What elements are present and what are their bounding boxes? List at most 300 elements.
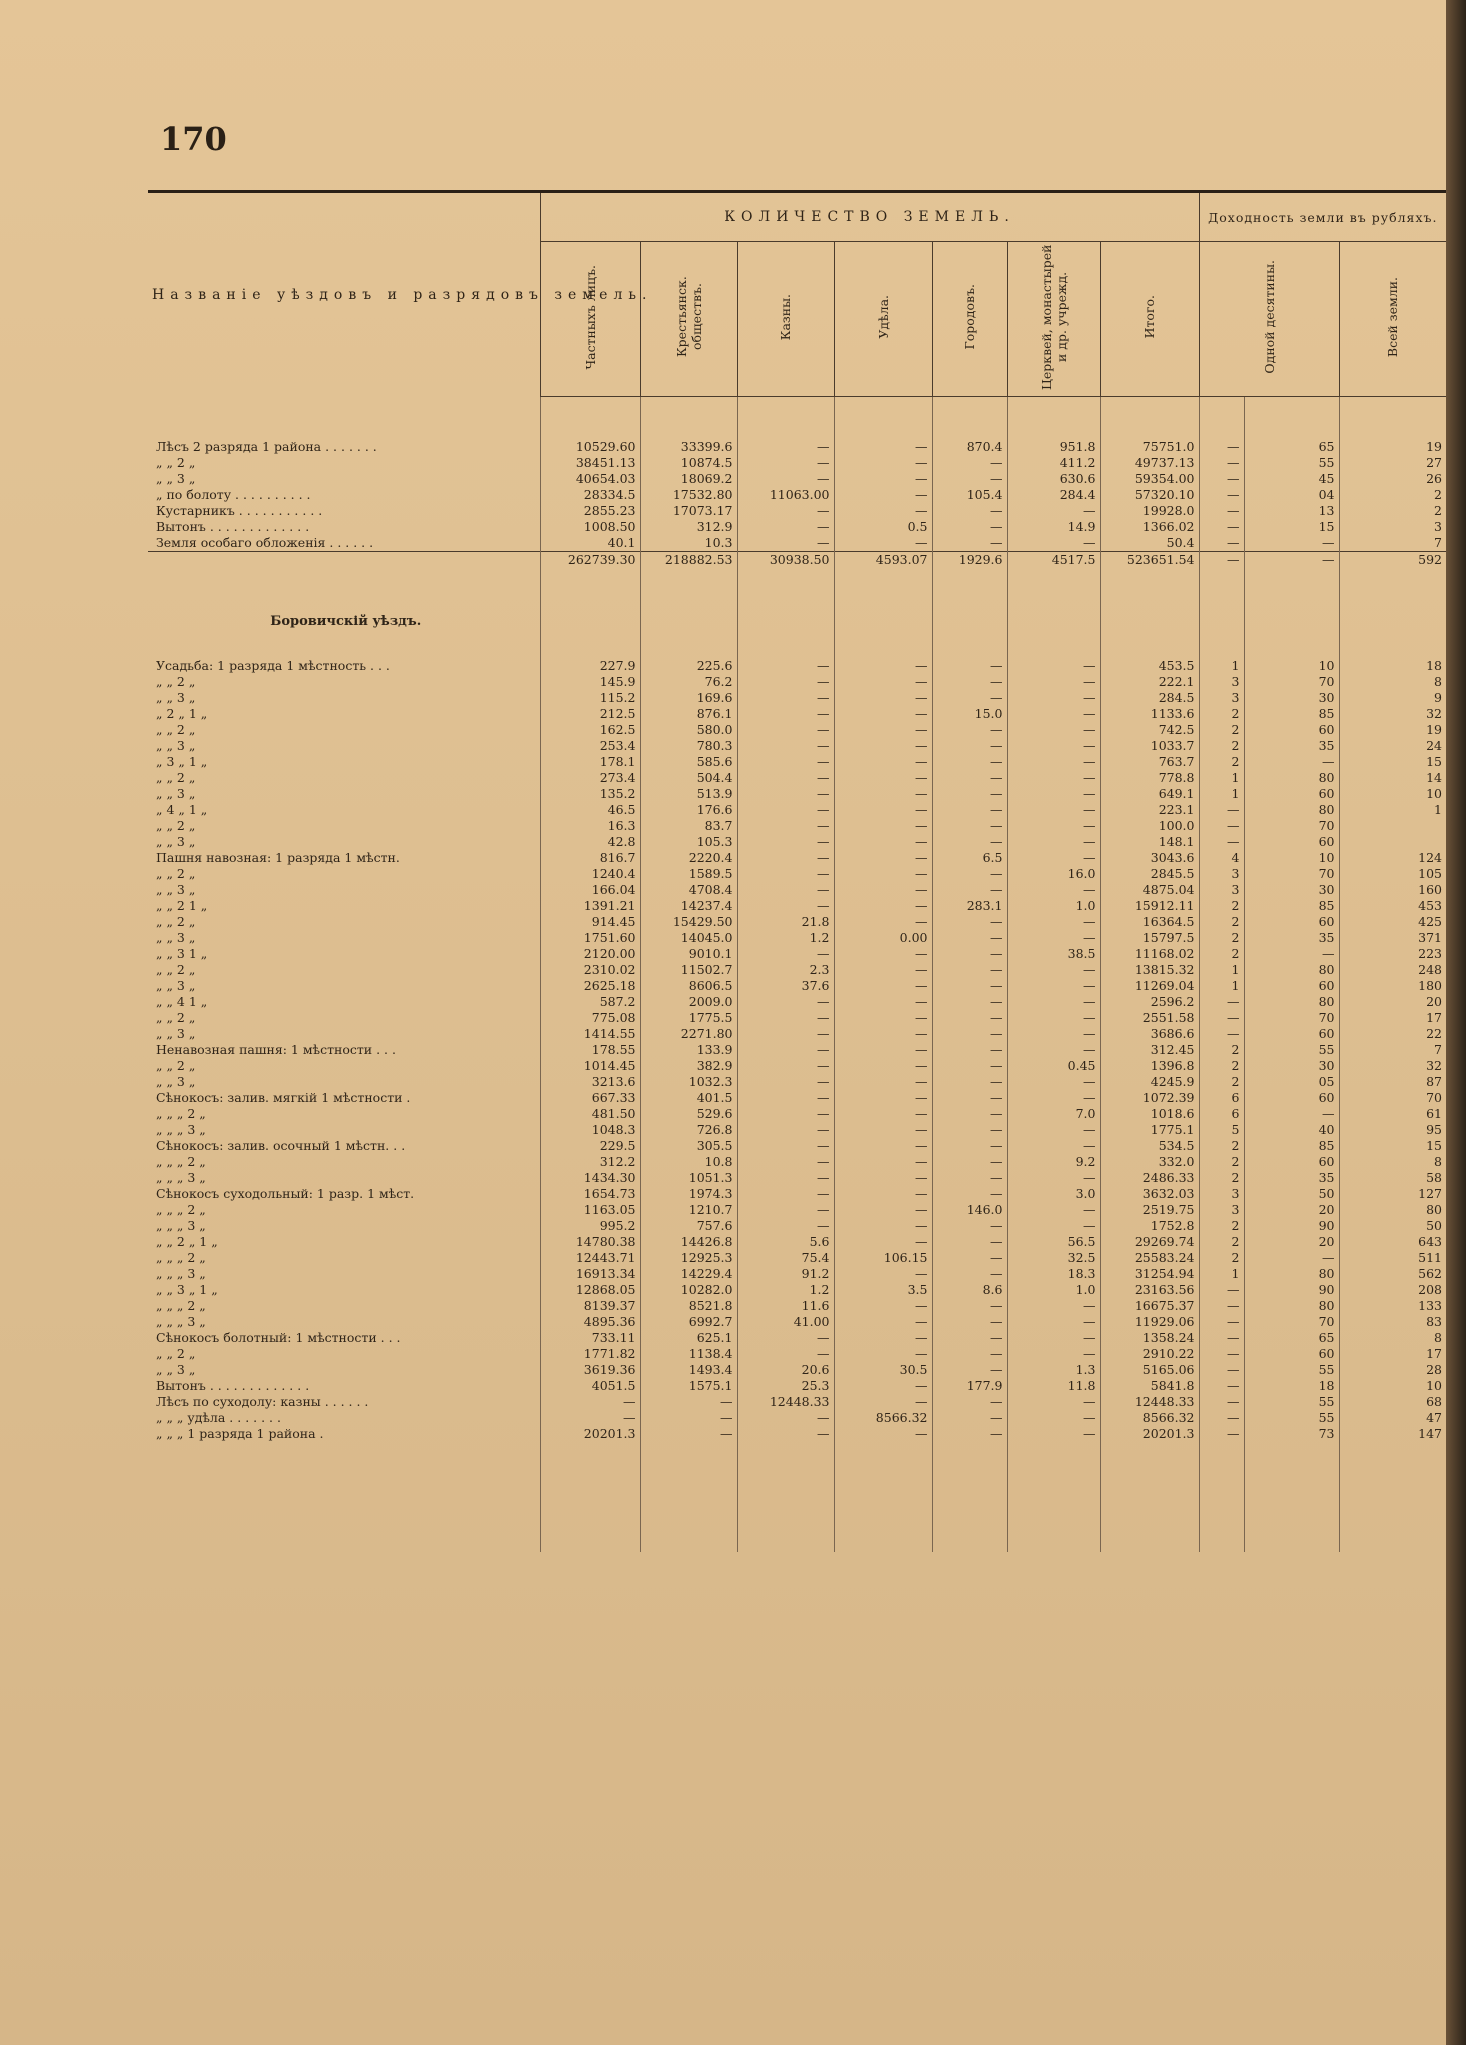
- table-cell: 75.4: [737, 1250, 834, 1266]
- table-cell: —: [932, 1250, 1007, 1266]
- table-cell: —: [737, 1186, 834, 1202]
- table-cell: 1.3: [1007, 1362, 1100, 1378]
- table-cell: —: [834, 834, 932, 850]
- row-label: „ „ 3 „: [156, 738, 196, 753]
- table-cell: 2271.80: [640, 1026, 737, 1042]
- table-cell: 49737.13: [1100, 455, 1199, 471]
- table-cell: 7.0: [1007, 1106, 1100, 1122]
- table-cell: —: [932, 722, 1007, 738]
- table-cell: 15: [1244, 519, 1339, 535]
- table-cell: —: [1199, 1346, 1244, 1362]
- table-row: [148, 1218, 1446, 1234]
- table-cell: 1: [1199, 786, 1244, 802]
- table-cell: 1414.55: [540, 1026, 640, 1042]
- table-cell: 625.1: [640, 1330, 737, 1346]
- table-cell: 14237.4: [640, 898, 737, 914]
- table-cell: 15: [1339, 754, 1446, 770]
- table-cell: —: [1007, 1026, 1100, 1042]
- table-cell: —: [834, 535, 932, 552]
- table-cell: —: [640, 1394, 737, 1410]
- table-cell: 3.5: [834, 1282, 932, 1298]
- table-cell: [640, 642, 737, 658]
- table-cell: —: [1007, 914, 1100, 930]
- table-cell: [1199, 568, 1244, 642]
- table-cell: —: [737, 690, 834, 706]
- table-cell: —: [1199, 1378, 1244, 1394]
- table-cell: 630.6: [1007, 471, 1100, 487]
- table-cell: 124: [1339, 850, 1446, 866]
- table-cell: 8606.5: [640, 978, 737, 994]
- row-label: Пашня навозная: 1 разряда 1 мѣстн.: [156, 850, 400, 865]
- table-cell: 3: [1199, 1186, 1244, 1202]
- table-cell: 1: [1339, 802, 1446, 818]
- table-cell: 58: [1339, 1170, 1446, 1186]
- table-cell: —: [1007, 882, 1100, 898]
- table-cell: —: [1199, 1298, 1244, 1314]
- table-cell: 284.5: [1100, 690, 1199, 706]
- col-private-header: Частныхъ лицъ.: [540, 242, 640, 397]
- table-cell: —: [1199, 1394, 1244, 1410]
- table-cell: —: [834, 455, 932, 471]
- table-cell: 15797.5: [1100, 930, 1199, 946]
- table-cell: 17073.17: [640, 503, 737, 519]
- table-cell: 332.0: [1100, 1154, 1199, 1170]
- table-cell: 253.4: [540, 738, 640, 754]
- table-cell: 50: [1244, 1186, 1339, 1202]
- table-cell: —: [737, 818, 834, 834]
- table-cell: —: [834, 658, 932, 674]
- table-cell: —: [737, 1426, 834, 1442]
- table-cell: [540, 568, 640, 642]
- table-cell: —: [932, 1394, 1007, 1410]
- table-cell: 504.4: [640, 770, 737, 786]
- table-cell: 11168.02: [1100, 946, 1199, 962]
- table-cell: 1366.02: [1100, 519, 1199, 535]
- row-label: „ „ „ 3 „: [156, 1122, 206, 1137]
- table-cell: —: [737, 786, 834, 802]
- table-cell: —: [1007, 706, 1100, 722]
- table-cell: 80: [1244, 802, 1339, 818]
- table-cell: —: [1199, 487, 1244, 503]
- table-cell: 31254.94: [1100, 1266, 1199, 1282]
- table-cell: 1210.7: [640, 1202, 737, 1218]
- table-cell: 780.3: [640, 738, 737, 754]
- row-label: „ „ 3 „: [156, 786, 196, 801]
- table-row: [148, 818, 1446, 834]
- table-cell: 15.0: [932, 706, 1007, 722]
- table-row: [148, 882, 1446, 898]
- row-label: „ „ „ 3 „: [156, 1170, 206, 1185]
- table-cell: —: [737, 1090, 834, 1106]
- table-cell: —: [737, 1154, 834, 1170]
- table-cell: 2: [1199, 914, 1244, 930]
- table-cell: —: [1007, 1298, 1100, 1314]
- table-row: [148, 642, 1446, 658]
- page-edge-shadow: [1446, 0, 1466, 2045]
- table-cell: 8.6: [932, 1282, 1007, 1298]
- table-cell: 176.6: [640, 802, 737, 818]
- table-cell: 20201.3: [1100, 1426, 1199, 1442]
- table-cell: —: [932, 866, 1007, 882]
- table-cell: 180: [1339, 978, 1446, 994]
- table-row: [148, 754, 1446, 770]
- table-cell: 6.5: [932, 850, 1007, 866]
- table-cell: 65: [1244, 439, 1339, 455]
- table-cell: 3: [1199, 690, 1244, 706]
- row-label: „ „ „ удѣла . . . . . . .: [156, 1410, 281, 1425]
- col-towns-header: Городовъ.: [932, 242, 1007, 397]
- table-cell: —: [737, 1026, 834, 1042]
- table-cell: —: [737, 1074, 834, 1090]
- table-cell: 10874.5: [640, 455, 737, 471]
- table-cell: 995.2: [540, 1218, 640, 1234]
- table-cell: 35: [1244, 1170, 1339, 1186]
- table-cell: —: [932, 1314, 1007, 1330]
- table-cell: —: [1199, 1330, 1244, 1346]
- table-row: [148, 1314, 1446, 1330]
- table-cell: 19928.0: [1100, 503, 1199, 519]
- table-cell: 262739.30: [540, 552, 640, 569]
- table-cell: —: [834, 978, 932, 994]
- table-cell: 60: [1244, 914, 1339, 930]
- table-cell: 2: [1199, 1074, 1244, 1090]
- table-cell: 1654.73: [540, 1186, 640, 1202]
- table-cell: —: [932, 1154, 1007, 1170]
- table-cell: —: [932, 946, 1007, 962]
- table-cell: 8521.8: [640, 1298, 737, 1314]
- table-row: [148, 690, 1446, 706]
- table-cell: 2596.2: [1100, 994, 1199, 1010]
- table-cell: —: [1199, 802, 1244, 818]
- table-cell: 14: [1339, 770, 1446, 786]
- table-cell: 56.5: [1007, 1234, 1100, 1250]
- table-cell: —: [932, 978, 1007, 994]
- table-cell: 248: [1339, 962, 1446, 978]
- table-cell: —: [1007, 1410, 1100, 1426]
- table-cell: 9: [1339, 690, 1446, 706]
- table-cell: 4245.9: [1100, 1074, 1199, 1090]
- table-cell: 60: [1244, 978, 1339, 994]
- table-cell: 1051.3: [640, 1170, 737, 1186]
- table-cell: 05: [1244, 1074, 1339, 1090]
- table-cell: 876.1: [640, 706, 737, 722]
- table-row: [148, 1026, 1446, 1042]
- table-cell: —: [1007, 503, 1100, 519]
- row-label: „ „ 2 „: [156, 818, 196, 833]
- table-row: [148, 770, 1446, 786]
- table-cell: —: [834, 722, 932, 738]
- table-cell: 3632.03: [1100, 1186, 1199, 1202]
- table-cell: 169.6: [640, 690, 737, 706]
- table-cell: —: [1199, 455, 1244, 471]
- table-cell: 133.9: [640, 1042, 737, 1058]
- table-cell: 60: [1244, 834, 1339, 850]
- table-cell: 401.5: [640, 1090, 737, 1106]
- table-cell: 2845.5: [1100, 866, 1199, 882]
- table-cell: —: [737, 503, 834, 519]
- table-cell: —: [932, 1090, 1007, 1106]
- table-cell: 1589.5: [640, 866, 737, 882]
- row-label: „ „ 2 „: [156, 866, 196, 881]
- table-cell: [1244, 568, 1339, 642]
- table-cell: —: [834, 1266, 932, 1282]
- table-cell: 2310.02: [540, 962, 640, 978]
- table-cell: —: [1007, 834, 1100, 850]
- table-cell: 453: [1339, 898, 1446, 914]
- table-cell: [1339, 568, 1446, 642]
- table-cell: 425: [1339, 914, 1446, 930]
- table-cell: 147: [1339, 1426, 1446, 1442]
- table-cell: 4: [1199, 850, 1244, 866]
- table-row: [148, 962, 1446, 978]
- table-cell: 21.8: [737, 914, 834, 930]
- table-cell: 12925.3: [640, 1250, 737, 1266]
- table-cell: —: [1007, 674, 1100, 690]
- table-cell: 26: [1339, 471, 1446, 487]
- table-row: [148, 1058, 1446, 1074]
- table-cell: —: [834, 487, 932, 503]
- table-cell: 70: [1244, 1314, 1339, 1330]
- table-cell: 2551.58: [1100, 1010, 1199, 1026]
- table-cell: 14780.38: [540, 1234, 640, 1250]
- col-church-header: Церквей, монастырей и др. учрежд.: [1007, 242, 1100, 397]
- row-label: Сѣнокосъ суходольный: 1 разр. 1 мѣст.: [156, 1186, 415, 1201]
- table-cell: —: [737, 439, 834, 455]
- table-cell: 1929.6: [932, 552, 1007, 569]
- table-row: [148, 1138, 1446, 1154]
- table-cell: 11.6: [737, 1298, 834, 1314]
- table-cell: —: [1007, 1346, 1100, 1362]
- table-cell: 8566.32: [834, 1410, 932, 1426]
- table-cell: [1244, 1442, 1339, 1552]
- table-cell: 2625.18: [540, 978, 640, 994]
- table-cell: —: [932, 519, 1007, 535]
- table-cell: —: [737, 1202, 834, 1218]
- table-cell: 70: [1244, 866, 1339, 882]
- table-cell: 312.2: [540, 1154, 640, 1170]
- table-cell: 60: [1244, 786, 1339, 802]
- table-row: [148, 834, 1446, 850]
- table-cell: —: [834, 1106, 932, 1122]
- row-label: Лѣсъ по суходолу: казны . . . . . .: [156, 1394, 369, 1409]
- row-label: „ „ 2 „ 1 „: [156, 1234, 218, 1249]
- table-cell: 35: [1244, 930, 1339, 946]
- table-row: [148, 1186, 1446, 1202]
- table-cell: 47: [1339, 1410, 1446, 1426]
- table-cell: —: [737, 834, 834, 850]
- page-number: 170: [160, 120, 227, 158]
- table-cell: 2: [1199, 1250, 1244, 1266]
- table-cell: —: [932, 1234, 1007, 1250]
- table-cell: 32.5: [1007, 1250, 1100, 1266]
- table-cell: 19: [1339, 439, 1446, 455]
- table-cell: —: [834, 1346, 932, 1362]
- table-cell: 1396.8: [1100, 1058, 1199, 1074]
- table-cell: —: [932, 1346, 1007, 1362]
- table-cell: 60: [1244, 722, 1339, 738]
- table-cell: 1163.05: [540, 1202, 640, 1218]
- table-cell: 15: [1339, 1138, 1446, 1154]
- table-cell: 178.1: [540, 754, 640, 770]
- row-label: Сѣнокосъ болотный: 1 мѣстности . . .: [156, 1330, 401, 1345]
- table-cell: 17532.80: [640, 487, 737, 503]
- table-cell: —: [834, 1234, 932, 1250]
- table-cell: 1048.3: [540, 1122, 640, 1138]
- table-cell: —: [737, 850, 834, 866]
- table-cell: 57320.10: [1100, 487, 1199, 503]
- table-cell: 1358.24: [1100, 1330, 1199, 1346]
- name-column-header: Названіе уѣздовъ и разрядовъ земель.: [148, 192, 540, 397]
- table-cell: 10529.60: [540, 439, 640, 455]
- row-label: „ „ 2 „: [156, 962, 196, 977]
- table-row: [148, 471, 1446, 487]
- row-label: Усадьба: 1 разряда 1 мѣстность . . .: [156, 658, 390, 673]
- table-cell: —: [540, 1394, 640, 1410]
- table-cell: 2519.75: [1100, 1202, 1199, 1218]
- table-cell: —: [932, 1298, 1007, 1314]
- table-cell: 106.15: [834, 1250, 932, 1266]
- table-cell: [932, 1442, 1007, 1552]
- table-row: [148, 802, 1446, 818]
- row-label: „ „ 2 „: [156, 770, 196, 785]
- table-cell: 5841.8: [1100, 1378, 1199, 1394]
- table-cell: 38.5: [1007, 946, 1100, 962]
- table-cell: 7: [1339, 535, 1446, 552]
- table-cell: —: [1007, 786, 1100, 802]
- row-label: „ „ 2 1 „: [156, 898, 208, 913]
- table-cell: 55: [1244, 455, 1339, 471]
- table-cell: 312.45: [1100, 1042, 1199, 1058]
- table-cell: —: [1007, 1202, 1100, 1218]
- table-row: [148, 1074, 1446, 1090]
- table-cell: —: [932, 1106, 1007, 1122]
- table-cell: 1072.39: [1100, 1090, 1199, 1106]
- table-cell: —: [1007, 1426, 1100, 1442]
- table-cell: —: [834, 690, 932, 706]
- table-cell: —: [1199, 994, 1244, 1010]
- table-cell: 513.9: [640, 786, 737, 802]
- table-cell: [834, 642, 932, 658]
- table-cell: 20: [1339, 994, 1446, 1010]
- table-cell: 30: [1244, 1058, 1339, 1074]
- table-cell: 273.4: [540, 770, 640, 786]
- table-cell: 5.6: [737, 1234, 834, 1250]
- table-cell: 162.5: [540, 722, 640, 738]
- table-cell: 20: [1244, 1202, 1339, 1218]
- row-label: „ „ „ 2 „: [156, 1106, 206, 1121]
- table-cell: —: [932, 818, 1007, 834]
- table-cell: [1100, 1442, 1199, 1552]
- row-label: [148, 642, 540, 658]
- table-cell: 15912.11: [1100, 898, 1199, 914]
- col-peasant-header: Крестьянск. обществъ.: [640, 242, 737, 397]
- table-cell: 32: [1339, 706, 1446, 722]
- row-label: „ „ 2 „: [156, 914, 196, 929]
- table-cell: 11063.00: [737, 487, 834, 503]
- table-cell: 1: [1199, 658, 1244, 674]
- table-cell: 25.3: [737, 1378, 834, 1394]
- table-cell: 411.2: [1007, 455, 1100, 471]
- table-cell: —: [834, 1122, 932, 1138]
- table-cell: —: [834, 1074, 932, 1090]
- table-row: [148, 1154, 1446, 1170]
- table-row: [148, 1282, 1446, 1298]
- table-cell: 229.5: [540, 1138, 640, 1154]
- table-cell: 2486.33: [1100, 1170, 1199, 1186]
- table-cell: 10.3: [640, 535, 737, 552]
- table-cell: —: [1199, 818, 1244, 834]
- table-cell: —: [737, 1170, 834, 1186]
- table-row: [148, 519, 1446, 535]
- table-cell: —: [932, 1330, 1007, 1346]
- table-row: [148, 706, 1446, 722]
- table-row: [148, 1298, 1446, 1314]
- table-cell: 45: [1244, 471, 1339, 487]
- table-cell: —: [834, 471, 932, 487]
- table-row: [148, 850, 1446, 866]
- table-cell: —: [932, 1026, 1007, 1042]
- table-cell: —: [932, 1058, 1007, 1074]
- table-cell: 20.6: [737, 1362, 834, 1378]
- table-cell: —: [1007, 1170, 1100, 1186]
- table-cell: —: [737, 1122, 834, 1138]
- table-cell: 10: [1339, 786, 1446, 802]
- row-label: „ „ 3 „: [156, 1362, 196, 1377]
- table-cell: [1007, 1442, 1100, 1552]
- table-cell: —: [834, 1330, 932, 1346]
- table-cell: 3686.6: [1100, 1026, 1199, 1042]
- table-cell: 2.3: [737, 962, 834, 978]
- table-cell: [834, 1442, 932, 1552]
- table-cell: —: [932, 1426, 1007, 1442]
- table-cell: —: [737, 738, 834, 754]
- table-row: [148, 930, 1446, 946]
- table-cell: 2: [1199, 1058, 1244, 1074]
- table-cell: —: [932, 690, 1007, 706]
- table-cell: 23163.56: [1100, 1282, 1199, 1298]
- table-cell: —: [737, 866, 834, 882]
- table-cell: 12448.33: [1100, 1394, 1199, 1410]
- table-cell: 37.6: [737, 978, 834, 994]
- table-cell: —: [737, 674, 834, 690]
- table-cell: 28: [1339, 1362, 1446, 1378]
- col-total-header: Итого.: [1100, 242, 1199, 397]
- row-label: „ „ 3 1 „: [156, 946, 208, 961]
- table-cell: —: [737, 519, 834, 535]
- table-cell: 2: [1199, 946, 1244, 962]
- table-cell: 18: [1339, 658, 1446, 674]
- table-cell: 20201.3: [540, 1426, 640, 1442]
- table-cell: 160: [1339, 882, 1446, 898]
- table-cell: 11.8: [1007, 1378, 1100, 1394]
- table-cell: 135.2: [540, 786, 640, 802]
- table-cell: 30938.50: [737, 552, 834, 569]
- table-cell: —: [1007, 1394, 1100, 1410]
- table-cell: [932, 568, 1007, 642]
- table-cell: [1199, 642, 1244, 658]
- table-cell: —: [834, 1218, 932, 1234]
- table-cell: 4593.07: [834, 552, 932, 569]
- table-cell: 6: [1199, 1106, 1244, 1122]
- table-cell: 453.5: [1100, 658, 1199, 674]
- table-cell: 60: [1244, 1154, 1339, 1170]
- table-row: [148, 1090, 1446, 1106]
- table-cell: 65: [1244, 1330, 1339, 1346]
- table-cell: —: [834, 1202, 932, 1218]
- table-cell: —: [737, 455, 834, 471]
- table-row: [148, 552, 1446, 569]
- table-cell: 13: [1244, 503, 1339, 519]
